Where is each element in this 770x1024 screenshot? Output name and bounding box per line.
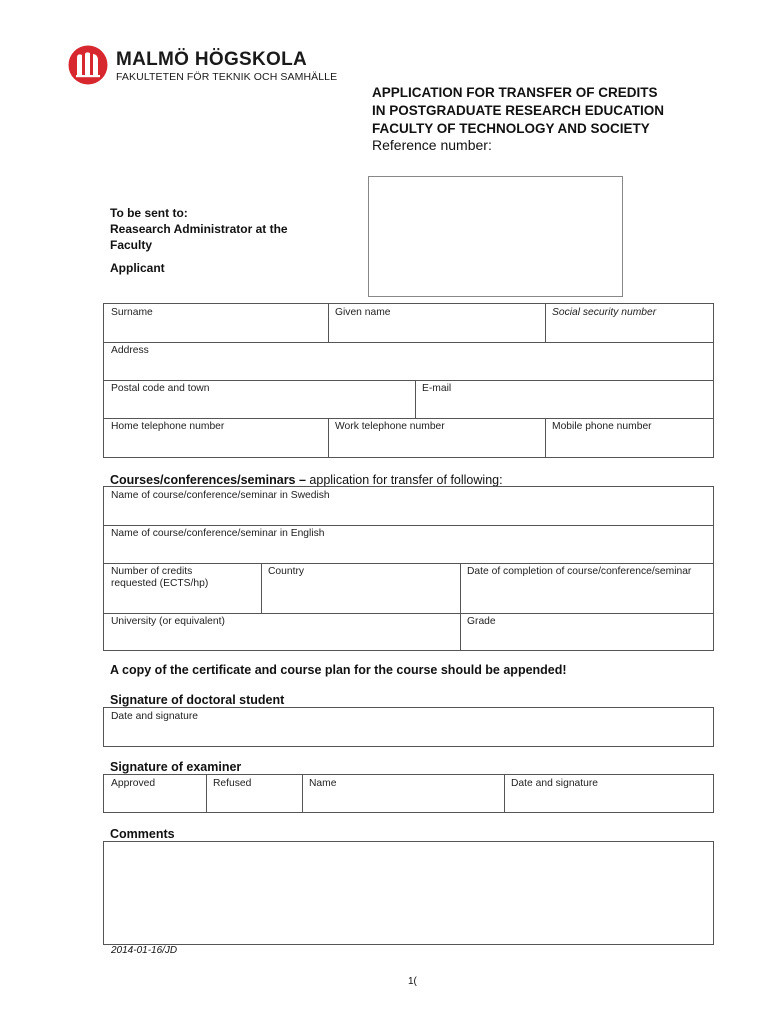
- approved-label: Approved: [111, 778, 156, 789]
- examiner-name-field[interactable]: [302, 775, 504, 812]
- approved-field[interactable]: [104, 775, 206, 812]
- country-label: Country: [268, 566, 305, 577]
- reference-number-box[interactable]: [368, 176, 623, 297]
- student-date-signature-label: Date and signature: [111, 711, 199, 722]
- surname-label: Surname: [111, 307, 153, 318]
- credits-field[interactable]: [104, 563, 261, 613]
- revision-date: 2014-01-16/JD: [111, 945, 178, 956]
- send-to-line: Faculty: [110, 238, 153, 252]
- applicant-table: [103, 303, 714, 458]
- credits-label-line2: requested (ECTS/hp): [111, 578, 209, 589]
- ssn-label: Social security number: [552, 307, 657, 318]
- append-notice: A copy of the certificate and course plan for the course should be appended!: [110, 663, 567, 677]
- country-field[interactable]: [261, 563, 460, 613]
- completion-date-field[interactable]: [460, 563, 713, 613]
- form-heading: [372, 84, 664, 138]
- course-name-english-field[interactable]: [104, 525, 713, 563]
- home-phone-field[interactable]: [104, 418, 328, 458]
- malmo-hogskola-logo-icon: [68, 45, 108, 85]
- examiner-date-signature-field[interactable]: [504, 775, 713, 812]
- courses-title-rest: application for transfer of following:: [305, 473, 503, 487]
- student-date-signature-field[interactable]: [104, 708, 713, 746]
- applicant-title: Applicant: [110, 261, 165, 275]
- university-logo: [68, 45, 338, 90]
- course-name-swedish-label: Name of course/conference/seminar in Swedish: [111, 490, 330, 501]
- examiner-name-label: Name: [309, 778, 337, 789]
- courses-title: [110, 473, 503, 487]
- postal-label: Postal code and town: [111, 383, 210, 394]
- university-field[interactable]: [104, 613, 460, 650]
- refused-label: Refused: [213, 778, 252, 789]
- courses-table: [103, 486, 714, 651]
- logo-title: MALMÖ HÖGSKOLA: [116, 49, 308, 70]
- mobile-phone-field[interactable]: [545, 418, 713, 458]
- student-signature-title: Signature of doctoral student: [110, 693, 285, 707]
- ssn-field[interactable]: [545, 304, 713, 342]
- course-name-swedish-field[interactable]: [104, 487, 713, 525]
- credits-label-line1: Number of credits: [111, 566, 193, 577]
- grade-field[interactable]: [460, 613, 713, 650]
- student-signature-table: [103, 707, 714, 747]
- work-phone-field[interactable]: [328, 418, 545, 458]
- address-label: Address: [111, 345, 149, 356]
- heading-line: APPLICATION FOR TRANSFER OF CREDITS: [372, 85, 658, 100]
- completion-date-label: Date of completion of course/conference/seminar: [467, 566, 692, 577]
- home-phone-label: Home telephone number: [111, 421, 225, 432]
- surname-field[interactable]: [104, 304, 328, 342]
- comments-box[interactable]: [103, 841, 714, 945]
- course-name-english-label: Name of course/conference/seminar in English: [111, 528, 325, 539]
- send-to-block: [110, 205, 288, 253]
- send-to-line: Reasearch Administrator at the: [110, 222, 288, 236]
- comments-title: Comments: [110, 827, 175, 841]
- mobile-phone-label: Mobile phone number: [552, 421, 652, 432]
- postal-field[interactable]: [104, 380, 415, 418]
- courses-title-bold: Courses/conferences/seminars –: [110, 473, 306, 487]
- heading-line: IN POSTGRADUATE RESEARCH EDUCATION: [372, 103, 665, 118]
- reference-number-label: Reference number:: [372, 137, 492, 153]
- given-name-label: Given name: [335, 307, 391, 318]
- grade-label: Grade: [467, 616, 496, 627]
- email-label: E-mail: [422, 383, 452, 394]
- university-label: University (or equivalent): [111, 616, 225, 627]
- page-number: 1(: [408, 976, 417, 987]
- address-field[interactable]: [104, 342, 713, 380]
- logo-subtitle: FAKULTETEN FÖR TEKNIK OCH SAMHÄLLE: [116, 71, 338, 83]
- examiner-signature-title: Signature of examiner: [110, 760, 242, 774]
- work-phone-label: Work telephone number: [335, 421, 445, 432]
- heading-line: FACULTY OF TECHNOLOGY AND SOCIETY: [372, 121, 650, 136]
- examiner-signature-table: [103, 774, 714, 813]
- send-to-line: To be sent to:: [110, 206, 188, 220]
- email-field[interactable]: [415, 380, 713, 418]
- refused-field[interactable]: [206, 775, 302, 812]
- examiner-date-signature-label: Date and signature: [511, 778, 599, 789]
- given-name-field[interactable]: [328, 304, 545, 342]
